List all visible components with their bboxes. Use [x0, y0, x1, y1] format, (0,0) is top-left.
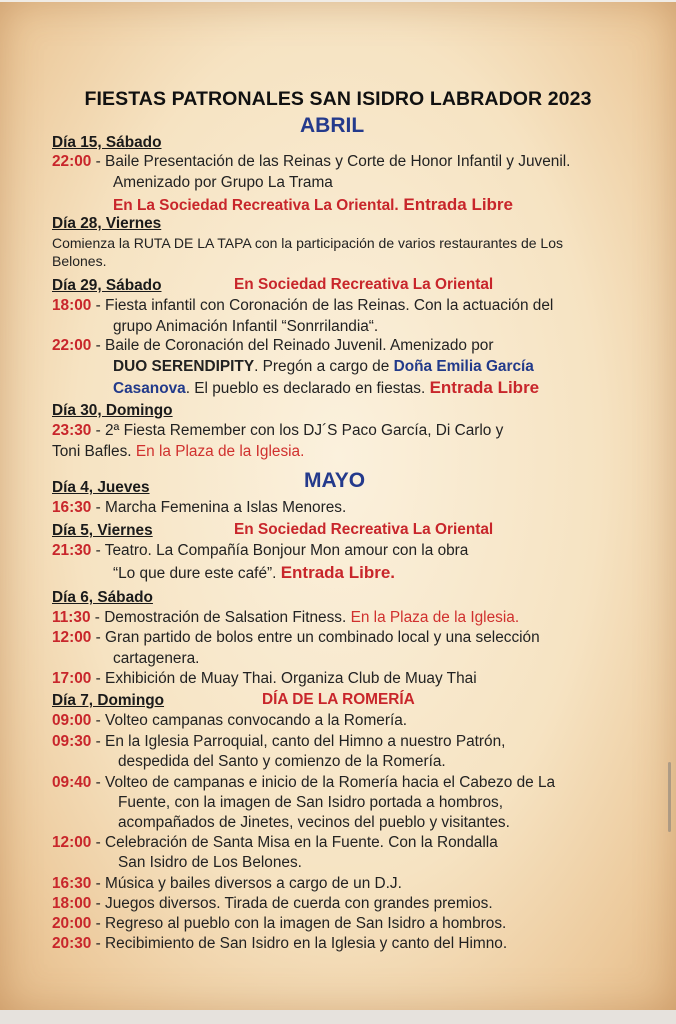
event-text: - Juegos diversos. Tirada de cuerda con grandes premios. [91, 895, 493, 912]
event-venue: En Sociedad Recreativa La Oriental [234, 276, 494, 293]
event-text: - Gran partido de bolos entre un combinado local y una selección [91, 629, 540, 646]
event-text: - Fiesta infantil con Coronación de las Reinas. Con la actuación del [91, 297, 554, 314]
event-text: - Baile de Coronación del Reinado Juvenil. Amenizado por [91, 337, 494, 354]
event-time: 17:00 [52, 670, 92, 687]
event-time: 23:30 [52, 422, 92, 439]
event-time: 18:00 [52, 297, 92, 314]
event-text: - 2ª Fiesta Remember con los DJ´S Paco García, Di Carlo y [91, 422, 504, 439]
event-time: 20:30 [52, 935, 92, 952]
month-april: ABRIL [300, 114, 365, 137]
event-text: Fuente, con la imagen de San Isidro portada a hombros, [118, 794, 503, 811]
event-time: 16:30 [52, 499, 92, 516]
event-text: - Exhibición de Muay Thai. Organiza Club de Muay Thai [91, 670, 477, 687]
event-time: 11:30 [52, 609, 91, 626]
event-venue: En Sociedad Recreativa La Oriental [234, 521, 494, 538]
event-text: - Volteo campanas convocando a la Romería. [91, 712, 408, 729]
bottom-strip [0, 1010, 676, 1024]
event-text: despedida del Santo y comienzo de la Romería. [118, 753, 446, 770]
event-text: Belones. [52, 253, 107, 269]
event-time: 12:00 [52, 629, 92, 646]
event-time: 09:00 [52, 712, 92, 729]
event-text: - Demostración de Salsation Fitness. [90, 609, 351, 626]
band-name: DUO SERENDIPITY [113, 358, 255, 375]
event-text: - Teatro. La Compañía Bonjour Mon amour con la obra [91, 542, 469, 559]
event-time: 20:00 [52, 915, 92, 932]
event-text: grupo Animación Infantil “Sonrrilandia“. [113, 318, 379, 335]
event-venue: DÍA DE LA ROMERÍA [262, 691, 415, 708]
event-text: Toni Bafles. [52, 443, 136, 460]
event-time: 09:30 [52, 733, 92, 750]
day-heading: Día 4, Jueves [52, 479, 150, 496]
entry-free: Entrada Libre [429, 378, 540, 397]
event-place: En la Plaza de la Iglesia. [135, 443, 305, 460]
speaker-surname: Casanova [113, 380, 186, 397]
day-heading: Día 6, Sábado [52, 589, 153, 606]
event-text: Comienza la RUTA DE LA TAPA con la participación de varios restaurantes de Los [52, 235, 563, 251]
scroll-indicator[interactable] [668, 762, 671, 832]
event-text: . El pueblo es declarado en fiestas. [185, 380, 430, 397]
event-text: - Recibimiento de San Isidro en la Iglesia y canto del Himno. [91, 935, 508, 952]
month-may: MAYO [304, 469, 366, 492]
event-time: 22:00 [52, 153, 92, 170]
event-time: 09:40 [52, 774, 92, 791]
event-venue: En La Sociedad Recreativa La Oriental. [113, 197, 399, 214]
speaker-name: Doña Emilia García [393, 358, 534, 375]
event-time: 22:00 [52, 337, 92, 354]
entry-free: Entrada Libre. [280, 563, 396, 582]
event-text: - Baile Presentación de las Reinas y Corte de Honor Infantil y Juvenil. [91, 153, 571, 170]
event-text: - En la Iglesia Parroquial, canto del Himno a nuestro Patrón, [91, 733, 506, 750]
event-text: . Pregón a cargo de [254, 358, 394, 375]
event-text: “Lo que dure este café”. [113, 565, 281, 582]
day-heading: Día 30, Domingo [52, 402, 173, 419]
event-text: - Volteo de campanas e inicio de la Romería hacia el Cabezo de La [91, 774, 556, 791]
event-time: 16:30 [52, 875, 92, 892]
event-text: - Marcha Femenina a Islas Menores. [91, 499, 347, 516]
poster-title: FIESTAS PATRONALES SAN ISIDRO LABRADOR 2023 [84, 88, 592, 110]
event-time: 21:30 [52, 542, 92, 559]
event-place: En la Plaza de la Iglesia. [350, 609, 520, 626]
event-text: acompañados de Jinetes, vecinos del pueblo y visitantes. [118, 814, 510, 831]
day-heading: Día 28, Viernes [52, 215, 162, 232]
event-text: - Música y bailes diversos a cargo de un D.J. [91, 875, 402, 892]
event-text: San Isidro de Los Belones. [118, 854, 302, 871]
event-text: Amenizado por Grupo La Trama [113, 174, 333, 191]
event-time: 18:00 [52, 895, 92, 912]
event-text: - Regreso al pueblo con la imagen de San Isidro a hombros. [91, 915, 507, 932]
event-text: cartagenera. [113, 650, 200, 667]
event-text: - Celebración de Santa Misa en la Fuente. Con la Rondalla [91, 834, 498, 851]
entry-free: Entrada Libre [398, 195, 514, 214]
event-time: 12:00 [52, 834, 92, 851]
day-heading: Día 7, Domingo [52, 692, 165, 709]
day-heading: Día 29, Sábado [52, 277, 162, 294]
day-heading: Día 15, Sábado [52, 134, 162, 151]
day-heading: Día 5, Viernes [52, 522, 153, 539]
